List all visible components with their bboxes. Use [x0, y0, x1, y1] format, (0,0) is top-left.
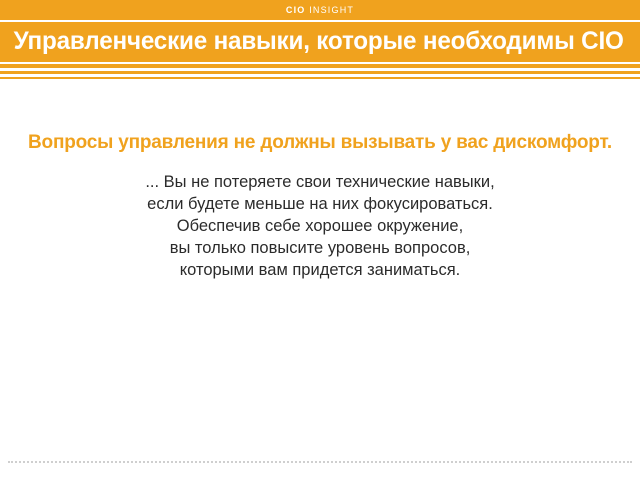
title-band [0, 20, 640, 62]
subheading-line: вызывать у вас дискомфорт. [340, 132, 612, 153]
paragraph-line: вы только повысите уровень вопросов, [169, 239, 471, 258]
stripe-2 [0, 71, 640, 74]
slide-content [0, 110, 640, 282]
stripe-3 [0, 77, 640, 79]
brand-logo [286, 5, 354, 15]
paragraph-line: если будете меньше на них фокусироваться. [147, 195, 493, 214]
subheading-line: Вопросы управления не должны [28, 132, 336, 153]
paragraph-line: Обеспечив себе хорошее окружение, [176, 217, 464, 236]
slide-header [0, 0, 640, 79]
paragraph-line: которыми вам придется заниматься. [179, 261, 461, 280]
brand-bar [0, 0, 640, 20]
brand-logo-primary: CIO [285, 5, 306, 15]
decorative-stripes [0, 62, 640, 79]
paragraph-line: ... Вы не потеряете свои технические навыки, [145, 173, 495, 192]
page-title: Управленческие навыки, которые необходимы CIO [13, 26, 624, 55]
subheading [0, 132, 640, 154]
body-paragraph [0, 172, 640, 282]
brand-logo-secondary: INSIGHT [309, 5, 355, 15]
stripe-1 [0, 64, 640, 68]
footer-divider [8, 461, 632, 463]
